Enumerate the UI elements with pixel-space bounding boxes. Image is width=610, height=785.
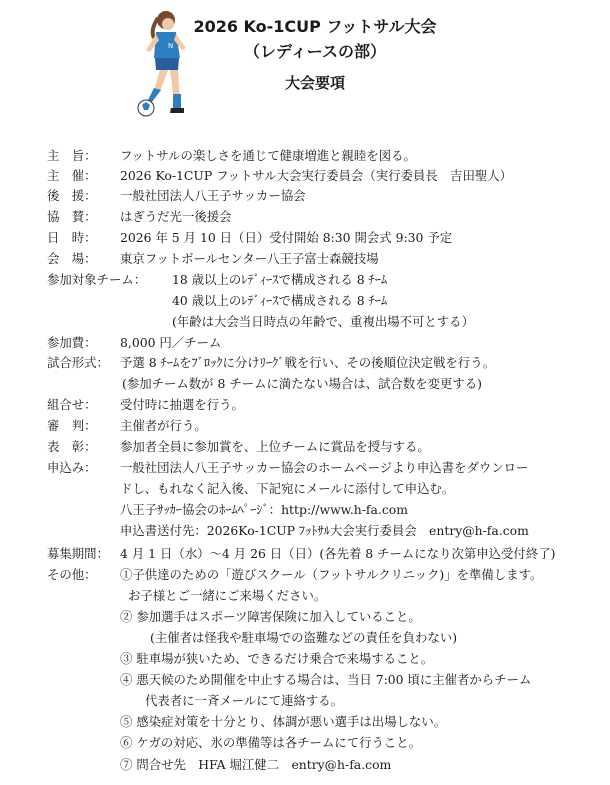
item-label: 組合せ： xyxy=(47,397,97,412)
item-text: 8,000 円／チーム xyxy=(120,335,222,350)
section-heading: 大会要項 xyxy=(284,74,345,92)
item-text: 参加者全員に参加賞を、上位チームに賞品を授与する。 xyxy=(120,439,430,454)
item-label: 試合形式： xyxy=(47,355,109,370)
item-label: 申込み： xyxy=(47,460,97,475)
item-text: 八王子ｻｯｶｰ協会のﾎｰﾑﾍﾟｰｼﾞ：http://www.h-fa.com xyxy=(120,502,408,517)
futsal-player-illustration xyxy=(128,10,198,122)
item-label: 募集期間： xyxy=(47,546,109,561)
item-text: 一般社団法人八王子サッカー協会 xyxy=(120,188,306,203)
item-text: 申込書送付先：2026Ko-1CUP ﾌｯﾄｻﾙ大会実行委員会 entry@h-fa.com xyxy=(120,523,529,538)
item-text: (年齢は大会当日時点の年齢で、重複出場不可とする） xyxy=(172,314,474,329)
item-label: 日 時： xyxy=(47,230,97,245)
item-text: ② 参加選手はスポーツ障害保険に加入していること。 xyxy=(120,609,421,624)
item-text: 受付時に抽選を行う。 xyxy=(120,397,244,412)
item-label: 審 判： xyxy=(47,418,97,433)
item-label: 会 場： xyxy=(47,251,97,266)
item-label: 主 催： xyxy=(47,168,97,183)
item-label: 参加費： xyxy=(47,335,97,350)
item-text: 2026 年 5 月 10 日（日）受付開始 8:30 開会式 9:30 予定 xyxy=(120,230,453,245)
item-text: はぎうだ光一後援会 xyxy=(120,209,232,224)
item-text: お子様とご一緒にご来場ください。 xyxy=(128,588,327,603)
item-text: (主催者は怪我や駐車場での盗難などの責任を負わない) xyxy=(150,630,458,645)
item-text: ⑦ 問合せ先 HFA 堀江健二 entry@h-fa.com xyxy=(120,757,392,772)
item-text: ⑤ 感染症対策を十分とり、体調が悪い選手は出場しない。 xyxy=(120,714,447,729)
document-subtitle: （レディースの部） xyxy=(244,42,386,61)
item-text: 40 歳以上のﾚﾃﾞｨｰｽで構成される 8 ﾁｰﾑ xyxy=(172,293,388,308)
item-text: ③ 駐車場が狭いため、できるだけ乗合で来場すること。 xyxy=(120,651,434,666)
item-label: 後 援： xyxy=(47,188,97,203)
svg-text:N: N xyxy=(168,42,174,50)
document-title: 2026 Ko-1CUP フットサル大会 xyxy=(193,17,437,36)
item-label: その他： xyxy=(47,567,97,582)
item-text: ドし、もれなく記入後、下記宛にメールに添付して申込む。 xyxy=(120,481,455,496)
item-text: 主催者が行う。 xyxy=(120,418,207,433)
item-label: 表 彰： xyxy=(47,439,97,454)
item-text: (参加チーム数が 8 チームに満たない場合は、試合数を変更する) xyxy=(122,376,482,391)
item-text: 2026 Ko-1CUP フットサル大会実行委員会（実行委員長 吉田聖人） xyxy=(120,168,513,183)
item-text: 予選 8 ﾁｰﾑをﾌﾞﾛｯｸに分けﾘｰｸﾞ戦を行い、その後順位決定戦を行う。 xyxy=(120,355,496,370)
item-text: ①子供達のための「遊びスクール（フットサルクリニック)」を準備します。 xyxy=(120,567,543,582)
item-label: 主 旨： xyxy=(47,148,97,163)
item-text: ④ 悪天候のため開催を中止する場合は、当日 7:00 頃に主催者からチーム xyxy=(120,672,532,687)
item-label: 参加対象チーム： xyxy=(47,272,147,287)
item-text: 東京フットボールセンター八王子富士森競技場 xyxy=(120,251,379,266)
item-label: 協 賛： xyxy=(47,209,97,224)
item-text: 一般社団法人八王子サッカー協会のホームページより申込書をダウンロー xyxy=(120,460,529,475)
item-text: フットサルの楽しさを通じて健康増進と親睦を図る。 xyxy=(120,148,416,163)
item-text: 18 歳以上のﾚﾃﾞｨｰｽで構成される 8 ﾁｰﾑ xyxy=(172,272,388,287)
item-text: ⑥ ケガの対応、氷の準備等は各チームにて行うこと。 xyxy=(120,735,422,750)
item-text: 4 月 1 日（水）～4 月 26 日（日）(各先着 8 チームになり次第申込受付終了) xyxy=(120,546,556,561)
item-text: 代表者に一斉メールにて連絡する。 xyxy=(145,693,344,708)
